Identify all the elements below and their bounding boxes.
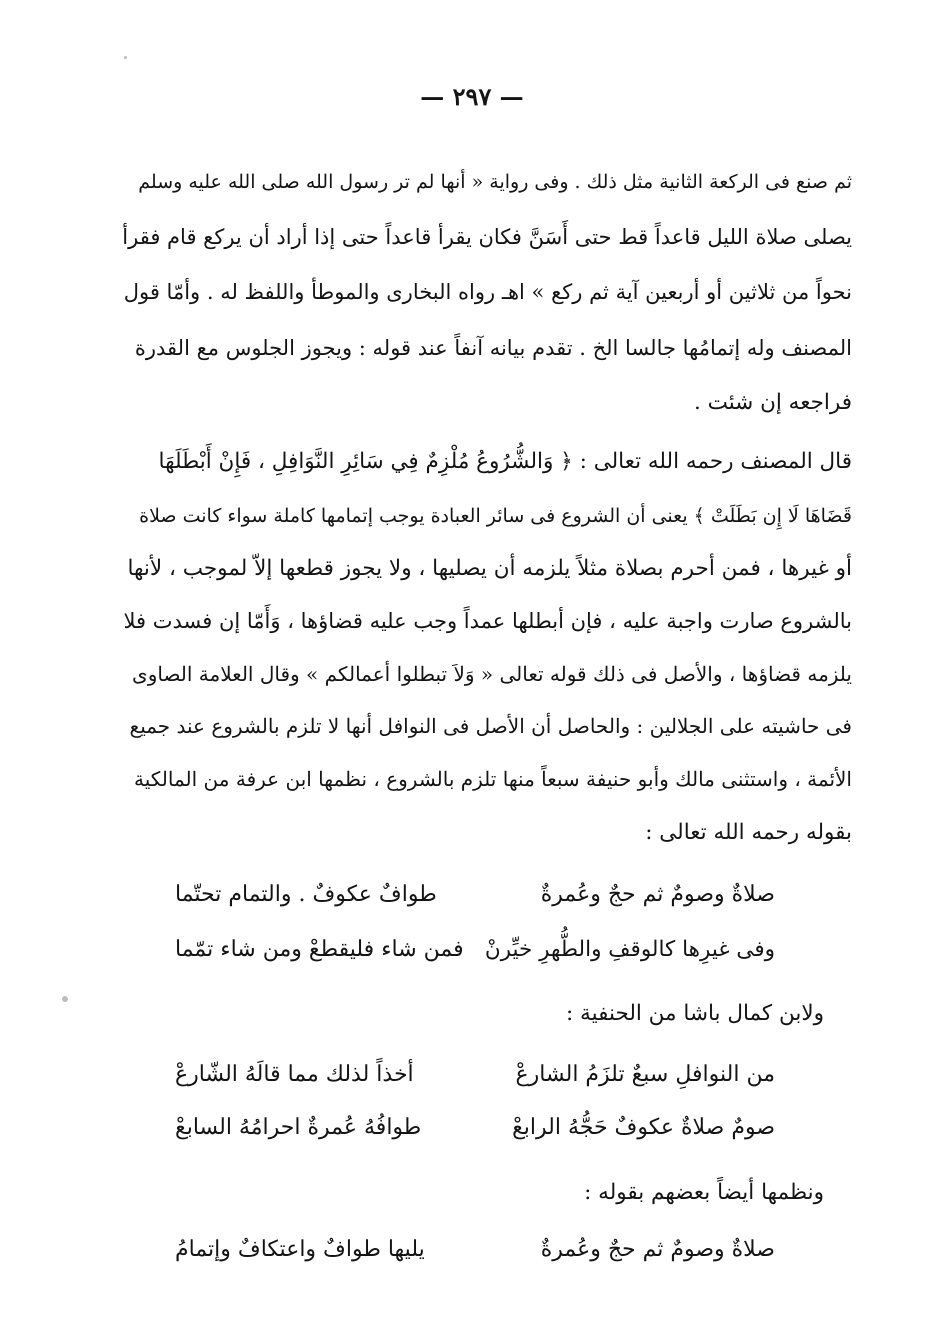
- text-line: يصلى صلاة الليل قاعداً قط حتى أَسَنَّ فكان يقرأ قاعداً حتى إذا أراد أن يركع قام فقرأ: [122, 225, 852, 249]
- first-hemistich: صومٌ صلاةٌ عكوفٌ حَجُّهُ الرابعْ: [512, 1115, 775, 1140]
- verse: [175, 1221, 775, 1279]
- scan-speck: [62, 996, 68, 1002]
- text-line: فراجعه إن شئت .: [693, 390, 852, 415]
- first-hemistich: من النوافلِ سبعٌ تلزَمُ الشارعْ: [515, 1062, 775, 1087]
- text-line: المصنف وله إتمامُها جالسا الخ . تقدم بيانه آنفاً عند قوله : ويجوز الجلوس مع القدرة: [134, 336, 852, 360]
- text-line: قَضَاهَا لَا إِن بَطَلَتْ ﴾ يعنى أن الشروع فى سائر العبادة يوجب إتمامها كاملة سواء كانت صلاة: [139, 505, 852, 527]
- second-hemistich: أخذاً لذلك مما قالَهُ الشّارعْ: [175, 1062, 414, 1087]
- text-line: أو غيرها ، فمن أحرم بصلاة مثلاً يلزمه أن يصليها ، ولا يجوز قطعها إلاّ لموجب ، لأنها: [127, 556, 852, 581]
- poem-intro: ونظمها أيضاً بعضهم بقوله :: [584, 1180, 824, 1205]
- text-line: نحواً من ثلاثين أو أربعين آية ثم ركع » اهـ رواه البخارى والموطأ واللفظ له . وأمّا قول: [123, 280, 852, 304]
- second-hemistich: فمن شاء فليقطعْ ومن شاء تمّما: [175, 937, 464, 962]
- scan-speck: [124, 56, 127, 59]
- second-hemistich: يليها طوافٌ واعتكافٌ وإتمامُ: [175, 1237, 425, 1262]
- poem-intro: ولابن كمال باشا من الحنفية :: [565, 1001, 824, 1026]
- first-hemistich: صلاةٌ وصومٌ ثم حجٌ وعُمرةٌ: [540, 1237, 775, 1262]
- first-hemistich: صلاةٌ وصومٌ ثم حجٌ وعُمرةٌ: [540, 882, 775, 907]
- first-hemistich: وفى غيرِها كالوقفِ والطُّهرِ خيِّرنْ: [484, 937, 775, 962]
- verse: [175, 1099, 775, 1157]
- text-line: قال المصنف رحمه الله تعالى : ﴿ وَالشُّرُوعُ مُلْزِمٌ فِي سَائِرِ النَّوَافِلِ ، فَإِنْ أَبْطَلَهَا: [158, 449, 852, 474]
- verse: [175, 1046, 775, 1104]
- text-line: بقوله رحمه الله تعالى :: [645, 820, 852, 845]
- text-line: الأئمة ، واستثنى مالك وأبو حنيفة سبعاً منها تلزم بالشروع ، نظمها ابن عرفة من المالكية: [134, 767, 852, 791]
- text-line: بالشروع صارت واجبة عليه ، فإن أبطلها عمداً وجب عليه قضاؤها ، وَأَمّا إن فسدت فلا: [123, 609, 852, 633]
- text-line: يلزمه قضاؤها ، والأصل فى ذلك قوله تعالى « وَلاَ تبطلوا أعمالكم » وقال العلامة الصاوى: [132, 662, 852, 686]
- text-line: فى حاشيته على الجلالين : والحاصل أن الأصل فى النوافل أنها لا تلزم بالشروع عند جميع: [129, 714, 852, 738]
- second-hemistich: طوافٌ عكوفٌ . والتمام تحتّما: [175, 882, 437, 907]
- verse: [175, 866, 775, 924]
- text-line: ثم صنع فى الركعة الثانية مثل ذلك . وفى رواية « أنها لم تر رسول الله صلى الله عليه وسلم: [138, 171, 852, 193]
- second-hemistich: طوافُهُ عُمرةٌ احرامُهُ السابعْ: [175, 1115, 422, 1140]
- page-number: — ٢٩٧ —: [420, 82, 524, 111]
- verse: [175, 921, 775, 979]
